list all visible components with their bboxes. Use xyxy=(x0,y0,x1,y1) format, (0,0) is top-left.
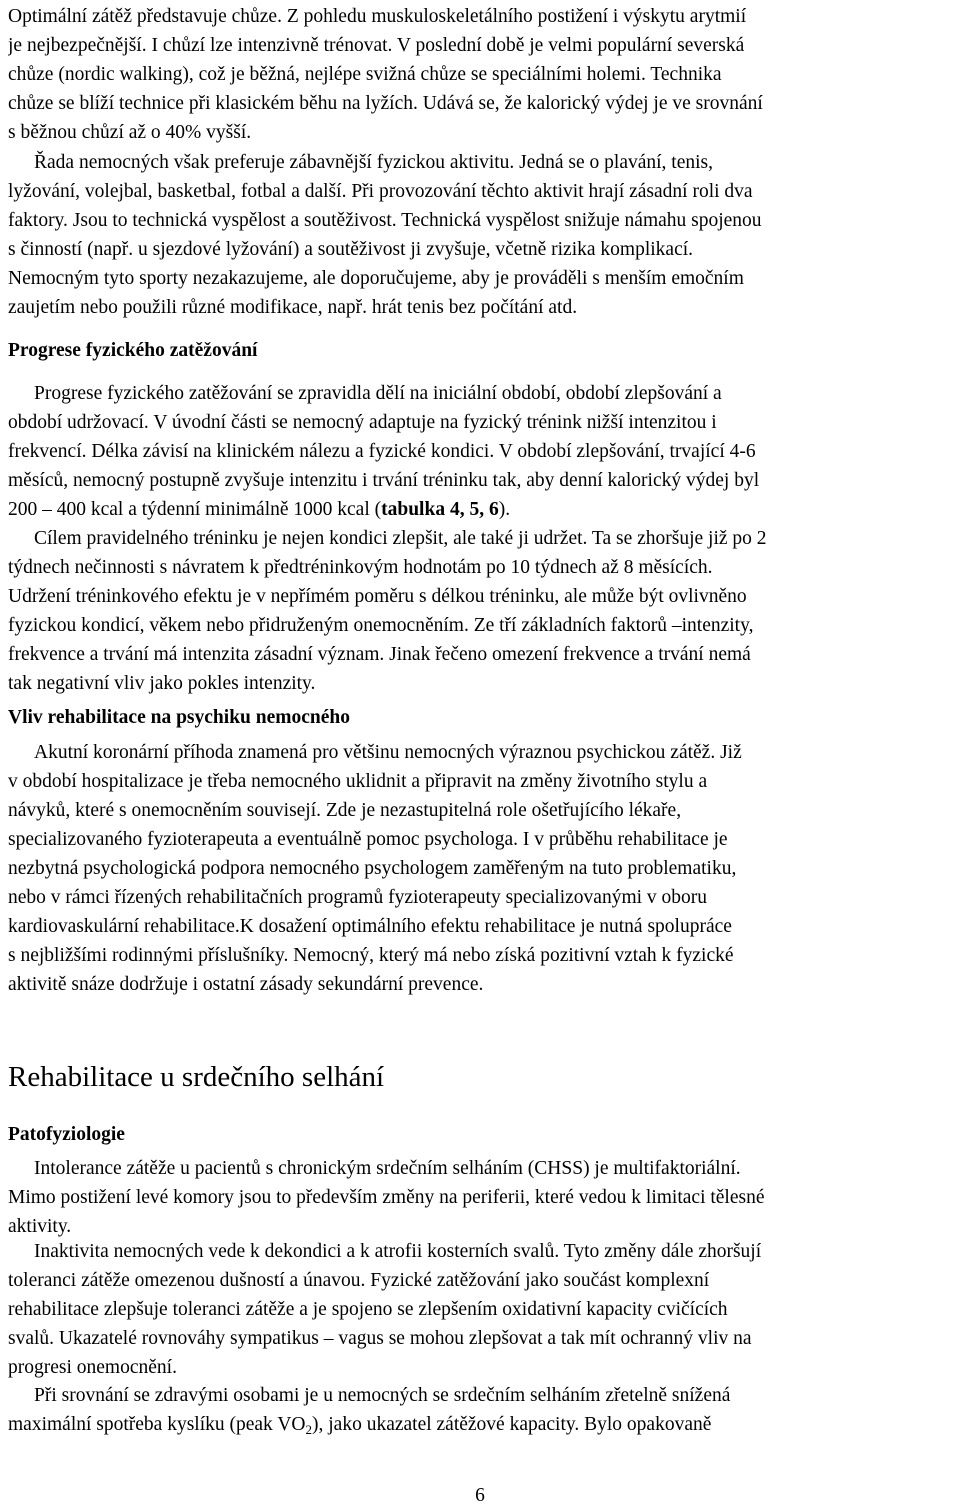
page-number: 6 xyxy=(475,1485,485,1506)
text-run: ), jako ukazatel zátěžové kapacity. Bylo opakovaně xyxy=(312,1414,712,1435)
text-run: ). xyxy=(498,499,511,520)
paragraph-line: tak negativní vliv jako pokles intenzity. xyxy=(8,673,316,694)
paragraph-line: frekvence a trvání má intenzita zásadní význam. Jinak řečeno omezení frekvence a trvání nemá xyxy=(8,644,751,665)
paragraph-line: zaujetím nebo použili různé modifikace, např. hrát tenis bez počítání atd. xyxy=(8,297,578,318)
paragraph-line: s nejbližšími rodinnými příslušníky. Nemocný, který má nebo získá pozitivní vztah k fyzické xyxy=(8,945,734,966)
text-run: 200 – 400 kcal a týdenní minimálně 1000 kcal ( xyxy=(8,499,382,520)
paragraph-line: faktory. Jsou to technická vyspělost a soutěživost. Technická vyspělost snižuje námahu spojenou xyxy=(8,210,762,231)
paragraph-line: svalů. Ukazatelé rovnováhy sympatikus – vagus se mohou zlepšovat a tak mít ochranný vliv na xyxy=(8,1328,752,1349)
paragraph-line: Při srovnání se zdravými osobami je u nemocných se srdečním selháním zřetelně snížená xyxy=(34,1385,731,1406)
paragraph-line: je nejbezpečnější. I chůzí lze intenzivně trénovat. V poslední době je velmi populární severská xyxy=(8,35,745,56)
paragraph-line: Optimální zátěž představuje chůze. Z pohledu muskuloskeletálního postižení i výskytu arytmií xyxy=(8,6,747,27)
paragraph-line: v období hospitalizace je třeba nemocného uklidnit a připravit na změny životního stylu a xyxy=(8,771,708,792)
paragraph-line: aktivity. xyxy=(8,1216,72,1237)
section-heading: Patofyziologie xyxy=(8,1124,125,1145)
section-heading: Vliv rehabilitace na psychiku nemocného xyxy=(8,707,351,728)
paragraph-line: toleranci zátěže omezenou dušností a únavou. Fyzické zatěžování jako součást komplexní xyxy=(8,1270,710,1291)
paragraph-line xyxy=(8,1410,958,1439)
paragraph-line: Akutní koronární příhoda znamená pro většinu nemocných výraznou psychickou zátěž. Již xyxy=(34,742,742,763)
paragraph-line: Udržení tréninkového efektu je v nepřímém poměru s délkou tréninku, ale může být ovlivněno xyxy=(8,586,747,607)
paragraph-line: specializovaného fyzioterapeuta a eventuálně pomoc psychologa. I v průběhu rehabilitace je xyxy=(8,829,728,850)
table-reference: tabulka 4, 5, 6 xyxy=(381,499,499,520)
section-heading: Progrese fyzického zatěžování xyxy=(8,340,258,361)
paragraph-line: Intolerance zátěže u pacientů s chronickým srdečním selháním (CHSS) je multifaktoriální. xyxy=(34,1158,741,1179)
paragraph-line: progresi onemocnění. xyxy=(8,1357,177,1378)
paragraph-line: frekvencí. Délka závisí na klinickém nálezu a fyzické kondici. V období zlepšování, trvající 4-6 xyxy=(8,441,756,462)
paragraph-line: návyků, které s onemocněním souvisejí. Zde je nezastupitelná role ošetřujícího lékaře, xyxy=(8,800,682,821)
paragraph-line xyxy=(8,495,958,524)
paragraph-line: rehabilitace zlepšuje toleranci zátěže a je spojeno se zlepšením oxidativní kapacity cvičících xyxy=(8,1299,728,1320)
paragraph-line: aktivitě snáze dodržuje i ostatní zásady sekundární prevence. xyxy=(8,974,484,995)
paragraph-line: období udržovací. V úvodní části se nemocný adaptuje na fyzický trénink nižší intenzitou i xyxy=(8,412,717,433)
subscript: 2 xyxy=(305,1422,312,1437)
paragraph-line: Progrese fyzického zatěžování se zpravidla dělí na iniciální období, období zlepšování a xyxy=(34,383,722,404)
paragraph-line: chůze (nordic walking), což je běžná, nejlépe svižná chůze se speciálními holemi. Technika xyxy=(8,64,722,85)
paragraph-line: Mimo postižení levé komory jsou to především změny na periferii, které vedou k limitaci tělesné xyxy=(8,1187,765,1208)
chapter-title: Rehabilitace u srdečního selhání xyxy=(8,1061,385,1093)
paragraph-line: nebo v rámci řízených rehabilitačních programů fyzioterapeuty specializovanými v oboru xyxy=(8,887,708,908)
paragraph-line: Nemocným tyto sporty nezakazujeme, ale doporučujeme, aby je prováděli s menším emočním xyxy=(8,268,744,289)
paragraph-line: týdnech nečinnosti s návratem k předtréninkovým hodnotám po 10 týdnech až 8 měsících. xyxy=(8,557,713,578)
paragraph-line: s činností (např. u sjezdové lyžování) a soutěživost ji zvyšuje, včetně rizika komplikací. xyxy=(8,239,694,260)
paragraph-line: Inaktivita nemocných vede k dekondici a k atrofii kosterních svalů. Tyto změny dále zhoršují xyxy=(34,1241,762,1262)
paragraph-line: Cílem pravidelného tréninku je nejen kondici zlepšit, ale také ji udržet. Ta se zhoršuje již po 2 xyxy=(34,528,767,549)
paragraph-line: chůze se blíží technice při klasickém běhu na lyžích. Udává se, že kalorický výdej je ve srovnání xyxy=(8,93,763,114)
paragraph-line: fyzickou kondicí, věkem nebo přidruženým onemocněním. Ze tří základních faktorů –intenzity, xyxy=(8,615,754,636)
paragraph-line: kardiovaskulární rehabilitace.K dosažení optimálního efektu rehabilitace je nutná spolupráce xyxy=(8,916,732,937)
text-run: maximální spotřeba kyslíku (peak VO xyxy=(8,1414,306,1435)
paragraph-line: nezbytná psychologická podpora nemocného psychologem zaměřeným na tuto problematiku, xyxy=(8,858,737,879)
paragraph-line: lyžování, volejbal, basketbal, fotbal a další. Při provozování těchto aktivit hrají zásadní roli dva xyxy=(8,181,753,202)
paragraph-line: měsíců, nemocný postupně zvyšuje intenzitu i trvání tréninku tak, aby denní kalorický výdej byl xyxy=(8,470,760,491)
paragraph-line: Řada nemocných však preferuje zábavnější fyzickou aktivitu. Jedná se o plavání, tenis, xyxy=(34,152,714,173)
paragraph-line: s běžnou chůzí až o 40% vyšší. xyxy=(8,122,252,143)
